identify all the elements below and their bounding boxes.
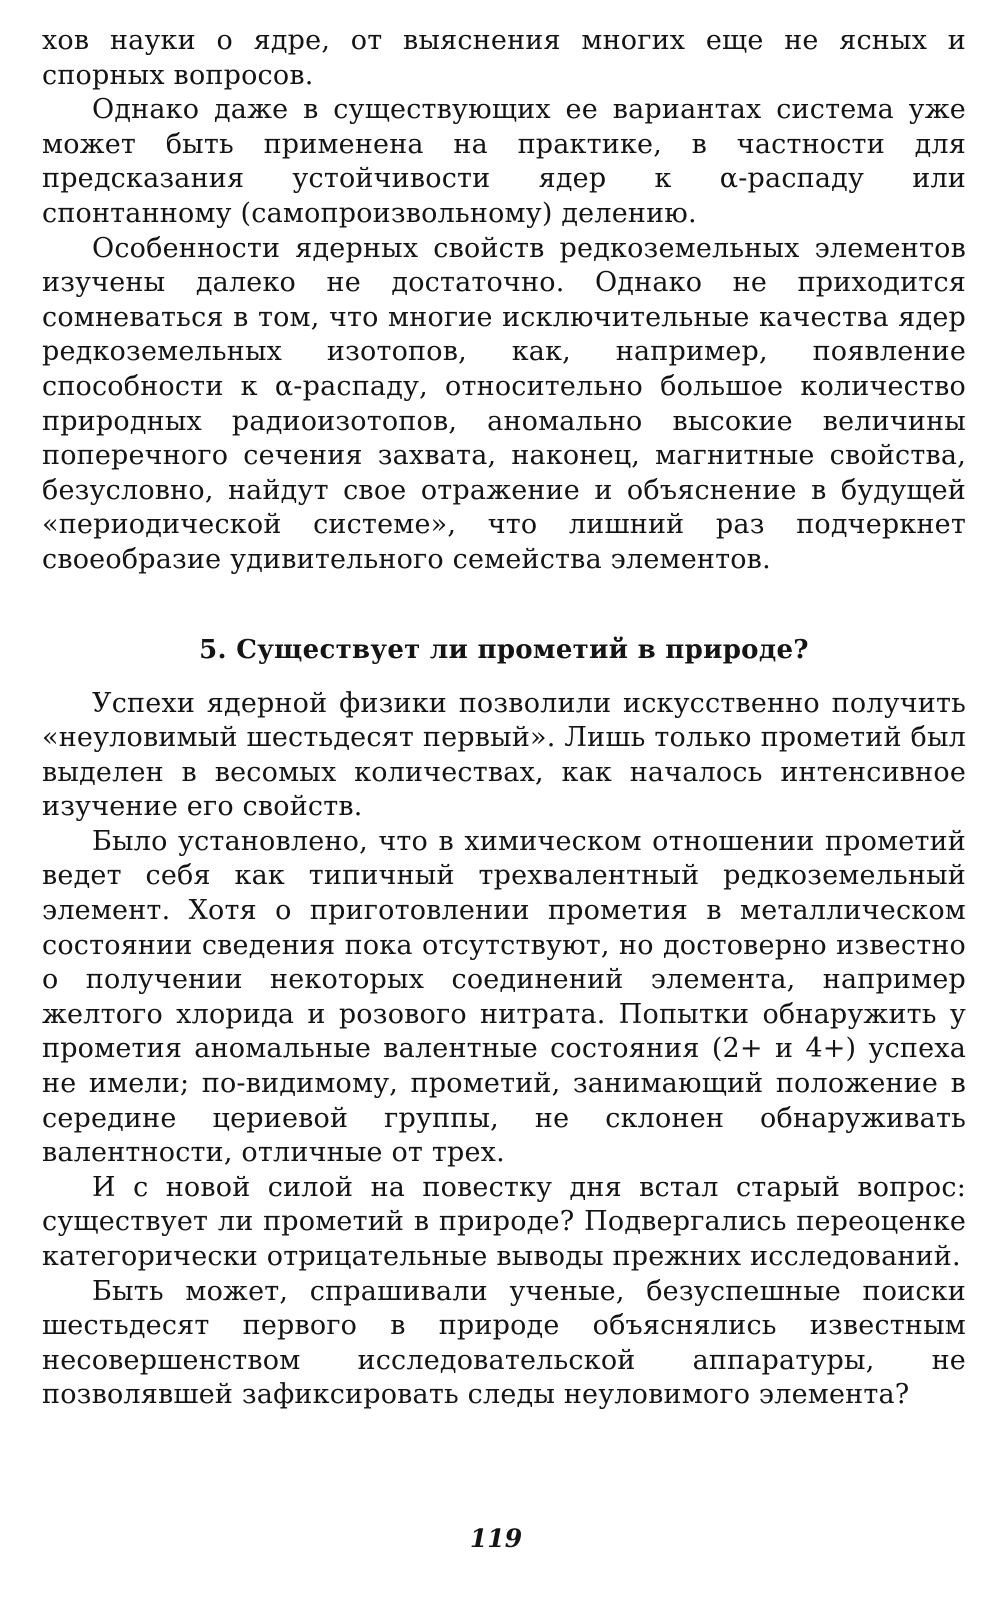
paragraph-system-application: Однако даже в существующих ее вариантах система уже может быть применена на практике, в частности для предсказания устойчивости ядер к α-распаду или спонтанному (самопроизвольному) делению.: [42, 94, 966, 229]
book-page: [42, 24, 966, 1413]
page-number: 119: [469, 1524, 523, 1553]
section-heading: 5. Существует ли прометий в природе?: [199, 634, 809, 665]
paragraph-chemical-properties: Было установлено, что в химическом отношении прометий ведет себя как типичный трехвалентный редкоземельный элемент. Хотя о приготовлении прометия в металлическом состоянии сведения пока отсутствуют, но достоверно известно о получении некоторых соединений элемента, например желтого хлорида и розового нитрата. Попытки обнаружить у прометия аномальные валентные состояния (2+ и 4+) успеха не имели; по-видимому, прометий, занимающий положение в середине цериевой группы, не склонен обнаруживать валентности, отличные от трех.: [42, 825, 966, 1169]
paragraph-old-question: И с новой силой на повестку дня встал старый вопрос: существует ли прометий в природе? Подвергались переоценке категорически отрицательные выводы прежних исследований.: [42, 1171, 966, 1272]
paragraph-search-doubts: Быть может, спрашивали ученые, безуспешные поиски шестьдесят первого в природе объяснялись известным несовершенством исследовательской аппаратуры, не позволявшей зафиксировать следы неуловимого элемента?: [42, 1275, 966, 1411]
paragraph-continuation: хов науки о ядре, от выяснения многих еще не ясных и спорных вопросов.: [42, 25, 966, 91]
paragraph-nuclear-properties: Особенности ядерных свойств редкоземельных элементов изучены далеко не достаточно. Однако не приходится сомневаться в том, что многие исключительные качества ядер редкоземельных изотопов, как, например, появление способности к α-распаду, относительно большое количество природных радиоизотопов, аномально высокие величины поперечного сечения захвата, наконец, магнитные свойства, безусловно, найдут свое отражение и объяснение в будущей «периодической системе», что лишний раз подчеркнет своеобразие удивительного семейства элементов.: [42, 232, 966, 575]
paragraph-nuclear-physics-success: Успехи ядерной физики позволили искусственно получить «неуловимый шестьдесят первый». Лишь только прометий был выделен в весомых количествах, как началось интенсивное изучение его свойств.: [42, 687, 966, 823]
